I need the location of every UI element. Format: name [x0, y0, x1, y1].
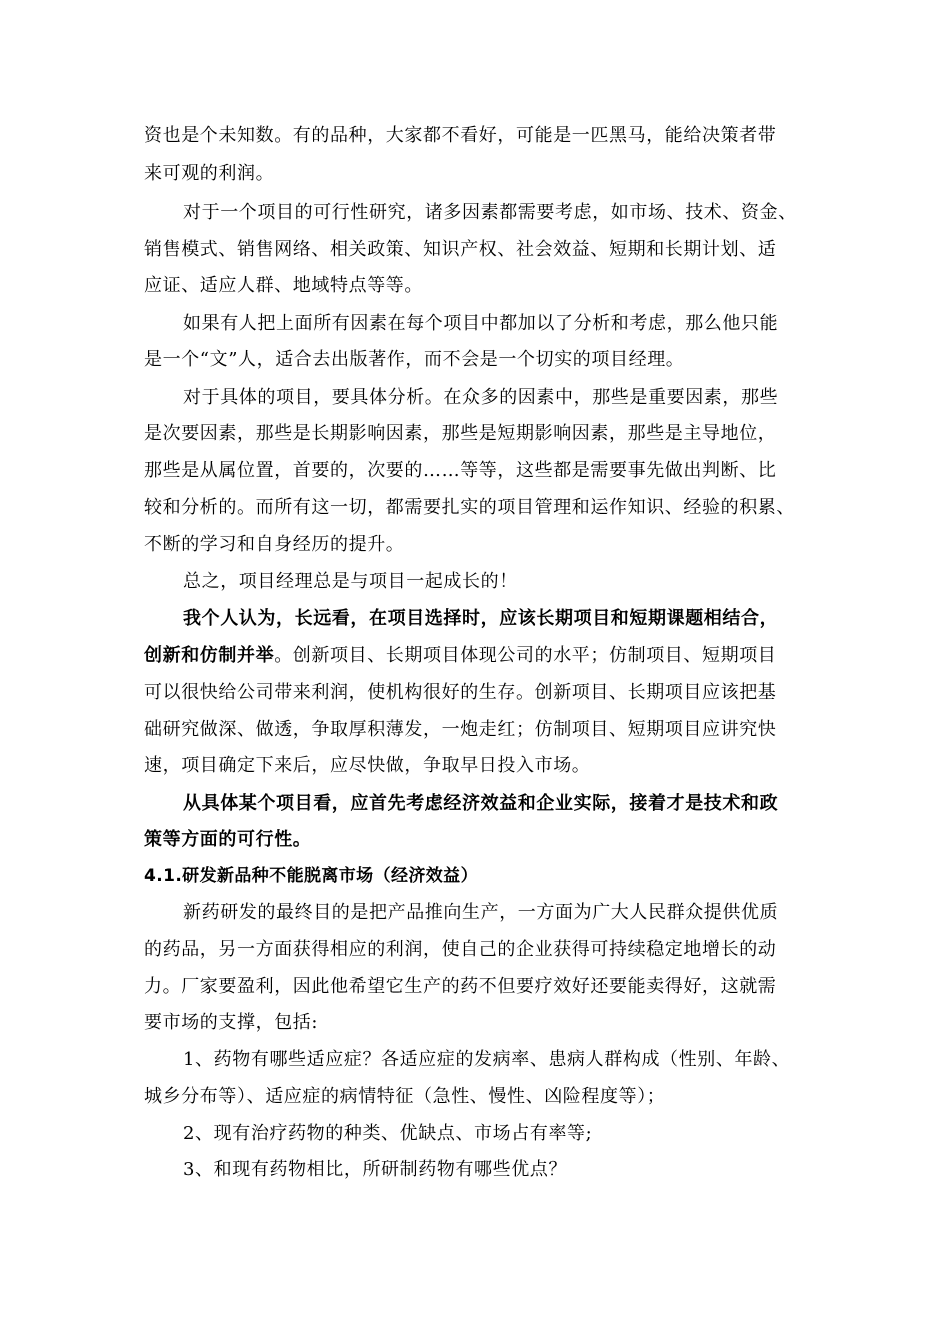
text-line: 销售模式、销售网络、相关政策、知识产权、社会效益、短期和长期计划、适: [144, 239, 777, 260]
text-line: 是一个“文”人，适合去出版著作，而不会是一个切实的项目经理。: [144, 349, 685, 370]
text-line: 力。厂家要盈利，因此他希望它生产的药不但要疗效好还要能卖得好，这就需: [144, 976, 777, 997]
list-item: 2、现有治疗药物的种类、优缺点、市场占有率等;: [183, 1123, 593, 1144]
text-line: 那些是从属位置，首要的，次要的……等等，这些都是需要事先做出判断、比: [144, 460, 777, 481]
text-line: 资也是个未知数。有的品种，大家都不看好，可能是一匹黑马，能给决策者带: [144, 125, 777, 146]
list-item: 3、和现有药物相比，所研制药物有哪些优点？: [183, 1159, 568, 1180]
bold-text-line: 策等方面的可行性。: [144, 829, 312, 850]
text-phrase: 。创新项目、长期项目体现公司的水平；仿制项目、短期项目: [274, 645, 777, 666]
text-line: 对于一个项目的可行性研究，诸多因素都需要考虑，如市场、技术、资金、: [183, 202, 797, 223]
text-line: 的药品，另一方面获得相应的利润，使自己的企业获得可持续稳定地增长的动: [144, 939, 777, 960]
text-line: 较和分析的。而所有这一切，都需要扎实的项目管理和运作知识、经验的积累、: [144, 497, 795, 518]
text-line: 新药研发的最终目的是把产品推向生产，一方面为广大人民群众提供优质: [183, 902, 779, 923]
bold-phrase: 创新和仿制并举: [144, 645, 275, 666]
text-line: 不断的学习和自身经历的提升。: [144, 534, 405, 555]
text-line: 速，项目确定下来后，应尽快做，争取早日投入市场。: [144, 755, 591, 776]
text-line: 是次要因素，那些是长期影响因素，那些是短期影响因素，那些是主导地位，: [144, 423, 777, 444]
text-line: 总之，项目经理总是与项目一起成长的！: [183, 571, 518, 592]
bold-text-line: 从具体某个项目看，应首先考虑经济效益和企业实际，接着才是技术和政: [183, 793, 779, 814]
text-line: 如果有人把上面所有因素在每个项目中都加以了分析和考虑，那么他只能: [183, 313, 779, 334]
text-line: 础研究做深、做透，争取厚积薄发，一炮走红；仿制项目、短期项目应讲究快: [144, 719, 777, 740]
text-line: [144, 644, 776, 668]
text-line: 要市场的支撑，包括:: [144, 1012, 319, 1033]
text-line: 城乡分布等）、适应症的病情特征（急性、慢性、凶险程度等）；: [144, 1086, 666, 1107]
text-line: 可以很快给公司带来利润，使机构很好的生存。创新项目、长期项目应该把基: [144, 682, 777, 703]
list-item: 1、药物有哪些适应症？各适应症的发病率、患病人群构成（性别、年龄、: [183, 1049, 791, 1070]
bold-text-line: 我个人认为，长远看，在项目选择时，应该长期项目和短期课题相结合，: [183, 608, 779, 629]
text-line: 应证、适应人群、地域特点等等。: [144, 275, 423, 296]
section-heading: 4.1.研发新品种不能脱离市场（经济效益）: [144, 866, 478, 886]
text-line: 来可观的利润。: [144, 163, 275, 184]
text-line: 对于具体的项目，要具体分析。在众多的因素中，那些是重要因素，那些: [183, 387, 779, 408]
